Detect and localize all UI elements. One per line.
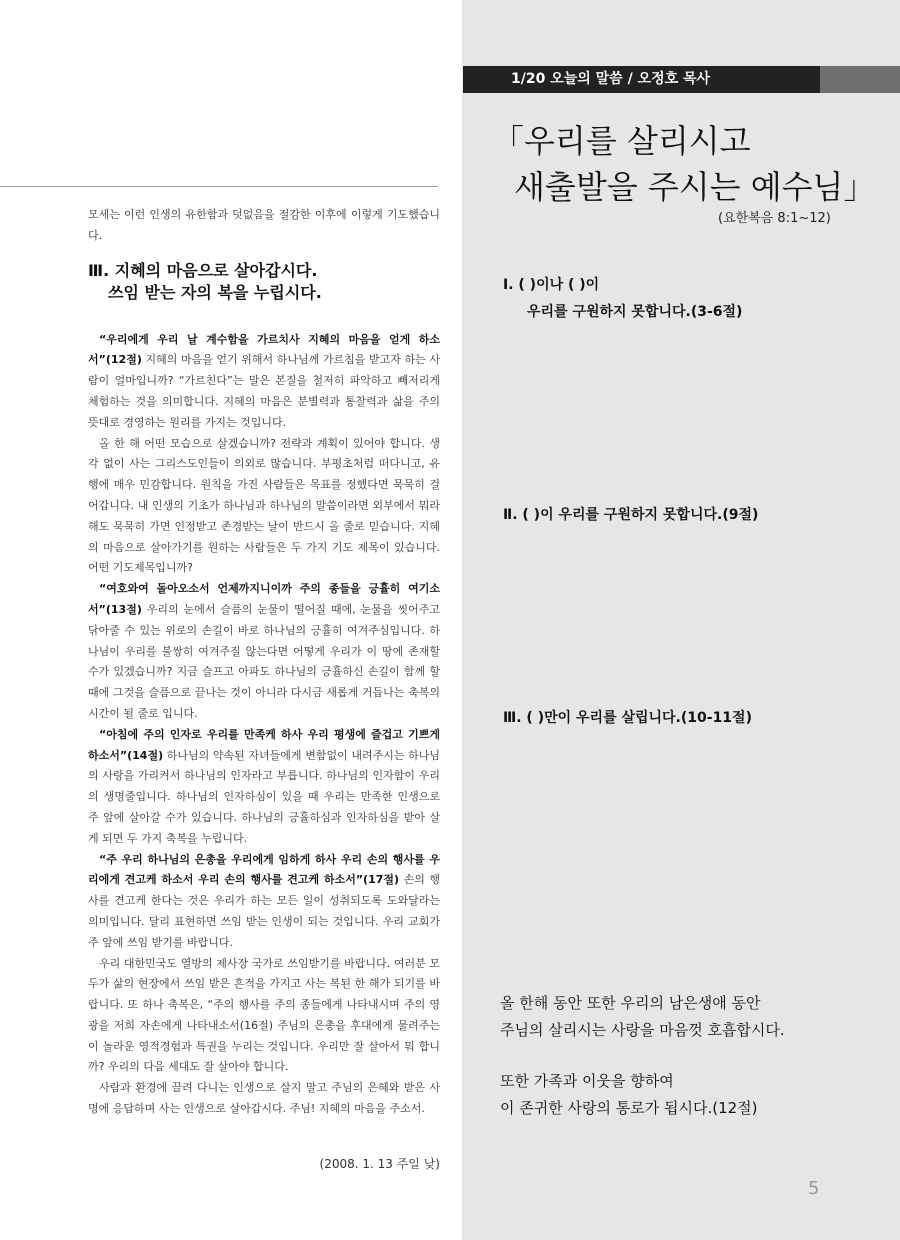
outline-point-3-line1: Ⅲ. ( )만이 우리를 살립니다.(10-11절) <box>503 710 752 726</box>
page-number: 5 <box>808 1178 820 1199</box>
closing-message <box>500 990 890 1146</box>
intro-paragraph: 모세는 이런 인생의 유한함과 덧없음을 절감한 이후에 이렇게 기도했습니다. <box>88 208 440 242</box>
title-line1: 「우리를 살리시고 <box>492 122 751 160</box>
title-line2: 새출발을 주시는 예수님」 <box>514 168 876 206</box>
closing-line: 올 한해 동안 또한 우리의 남은생애 동안 <box>500 994 761 1012</box>
outline-point-3 <box>503 705 752 732</box>
closing-line: 이 존귀한 사랑의 통로가 됩시다.(12절) <box>500 1099 758 1117</box>
paragraph <box>88 579 440 725</box>
scripture-quote: “우리에게 우리 날 계수함을 가르치사 지혜의 마음을 얻게 하소서”(12절) <box>88 332 440 367</box>
section-heading-line1: Ⅲ. 지혜의 마음으로 살아갑시다. <box>88 260 318 280</box>
outline-point-2-line1: Ⅱ. ( )이 우리를 구원하지 못합니다.(9절) <box>503 507 759 523</box>
scripture-quote: “주 우리 하나님의 은총을 우리에게 임하게 하사 우리 손의 행사를 우리에게 견고케 하소서 우리 손의 행사를 견고케 하소서”(17절) <box>88 852 440 887</box>
paragraph-text: 하나님의 약속된 자녀들에게 변함없이 내려주시는 하나님의 사랑을 가리켜서 하나님의 인자라고 부릅니다. 하나님의 인자함이 우리의 생명줄입니다. 하나님의 인자하심이 있을 때 우리는 만족한 인생으로 주 앞에 살아갈 수가 있습니다. 하나님의 긍휼하심과 인자하심을 받아 살게 되면 두 가지 축복을 누립니다. <box>88 748 440 845</box>
section-heading <box>88 260 440 304</box>
header-bar <box>463 66 820 93</box>
paragraph-text: 우리의 눈에서 슬픔의 눈물이 떨어질 때에, 눈물을 씻어주고 닦아줄 수 있는 위로의 손길이 바로 하나님의 긍휼히 여겨주심입니다. 하나님이 우리를 불쌍히 여겨주질 않는다면 어떻게 우리가 이 땅에 존재할 수가 있겠습니까? 지금 슬프고 아파도 하나님의 긍휼하신 손길이 함께 할 때에 그것을 슬픔으로 끝나는 것이 아니라 다시금 새롭게 거듭나는 축복의 시간이 될 줄로 입니다. <box>88 602 440 720</box>
closing-line: 또한 가족과 이웃을 향하여 <box>500 1072 674 1090</box>
paragraph-text: 손의 행사를 견고케 한다는 것은 우리가 하는 모든 일이 성취되도록 도와달라는 의미입니다. 달리 표현하면 쓰임 받는 인생이 되는 것입니다. 우리 교회가 주 앞에 쓰임 받기를 바랍니다. <box>88 873 441 949</box>
scripture-reference: (요한복음 8:1~12) <box>718 211 831 226</box>
closing-line: 주님의 살리시는 사랑을 마음껏 호흡합시다. <box>500 1021 785 1039</box>
header-bar-text: 1/20 오늘의 말씀 / 오정호 목사 <box>511 71 711 87</box>
scripture-quote: “아침에 주의 인자로 우리를 만족케 하사 우리 평생에 즐겁고 기쁘게 하소서”(14절) <box>88 727 440 762</box>
closing-paragraph-2 <box>500 1068 890 1122</box>
section-heading-line2: 쓰임 받는 자의 복을 누립시다. <box>108 282 322 302</box>
sermon-body <box>88 205 440 1120</box>
paragraph <box>88 330 440 434</box>
paragraph-text: 지혜의 마음을 얻기 위해서 하나님께 가르침을 받고자 하는 사람이 얼마입니까? “가르친다”는 말은 본질을 철저히 파악하고 빼저리게 체험하는 것을 의미합니다. 지혜의 마음은 분별력과 통찰력과 삶을 주의 뜻대로 경영하는 원리를 가지는 것입니다. <box>88 353 440 429</box>
closing-paragraph-1 <box>500 990 890 1044</box>
paragraph: 우리 대한민국도 열방의 제사장 국가로 쓰임받기를 바랍니다. 여러분 모두가 삶의 현장에서 쓰임 받은 흔적을 가지고 사는 복된 한 해가 되기를 바랍니다. 또 하나 축복은, “주의 행사를 주의 종들에게 나타내시며 주의 영광을 저희 자손에게 나타내소서(16절) 주님의 은총을 후대에게 물려주는 이 놀라운 영적경험과 특권을 누리는 것입니다. 우리만 잘 살아서 뭐 합니까? 우리의 다음 세대도 잘 살아야 합니다. <box>88 956 440 1074</box>
top-divider <box>0 186 438 187</box>
outline-point-2 <box>503 502 758 529</box>
sermon-date: (2008. 1. 13 주일 낮) <box>319 1157 440 1171</box>
outline-point-1 <box>503 272 742 326</box>
outline-point-1-line2: 우리를 구원하지 못합니다.(3-6절) <box>527 304 743 320</box>
sermon-title <box>492 118 892 210</box>
paragraph <box>88 725 440 850</box>
scripture-quote: “여호와여 돌아오소서 언제까지니이까 주의 종들을 긍휼히 여기소서”(13절) <box>88 582 440 616</box>
paragraph: 사람과 환경에 끌려 다니는 인생으로 살지 말고 주님의 은혜와 받은 사명에 응답하며 사는 인생으로 살아갑시다. 주님! 지혜의 마음을 주소서. <box>88 1081 440 1116</box>
header-bar-accent <box>820 66 900 93</box>
paragraph <box>88 850 440 954</box>
paragraph: 올 한 해 어떤 모습으로 살겠습니까? 전략과 계획이 있어야 합니다. 생각 없이 사는 그리스도인들이 의외로 많습니다. 부평초처럼 떠다니고, 유행에 매우 민감합니다. 원칙을 가진 사람들은 목표를 정했다면 묵묵히 걸어갑니다. 내 인생의 기초가 하나님과 하나님의 말씀이라면 외부에서 뭐라 해도 묵묵히 가면 인정받고 존경받는 날이 반드시 올 줄로 믿습니다. 지혜의 마음으로 살아가기를 원하는 사람들은 두 가지 기도 제목이 있습니다. 어떤 기도제목입니까? <box>88 436 440 575</box>
outline-point-1-line1: Ⅰ. ( )이나 ( )이 <box>503 277 600 293</box>
